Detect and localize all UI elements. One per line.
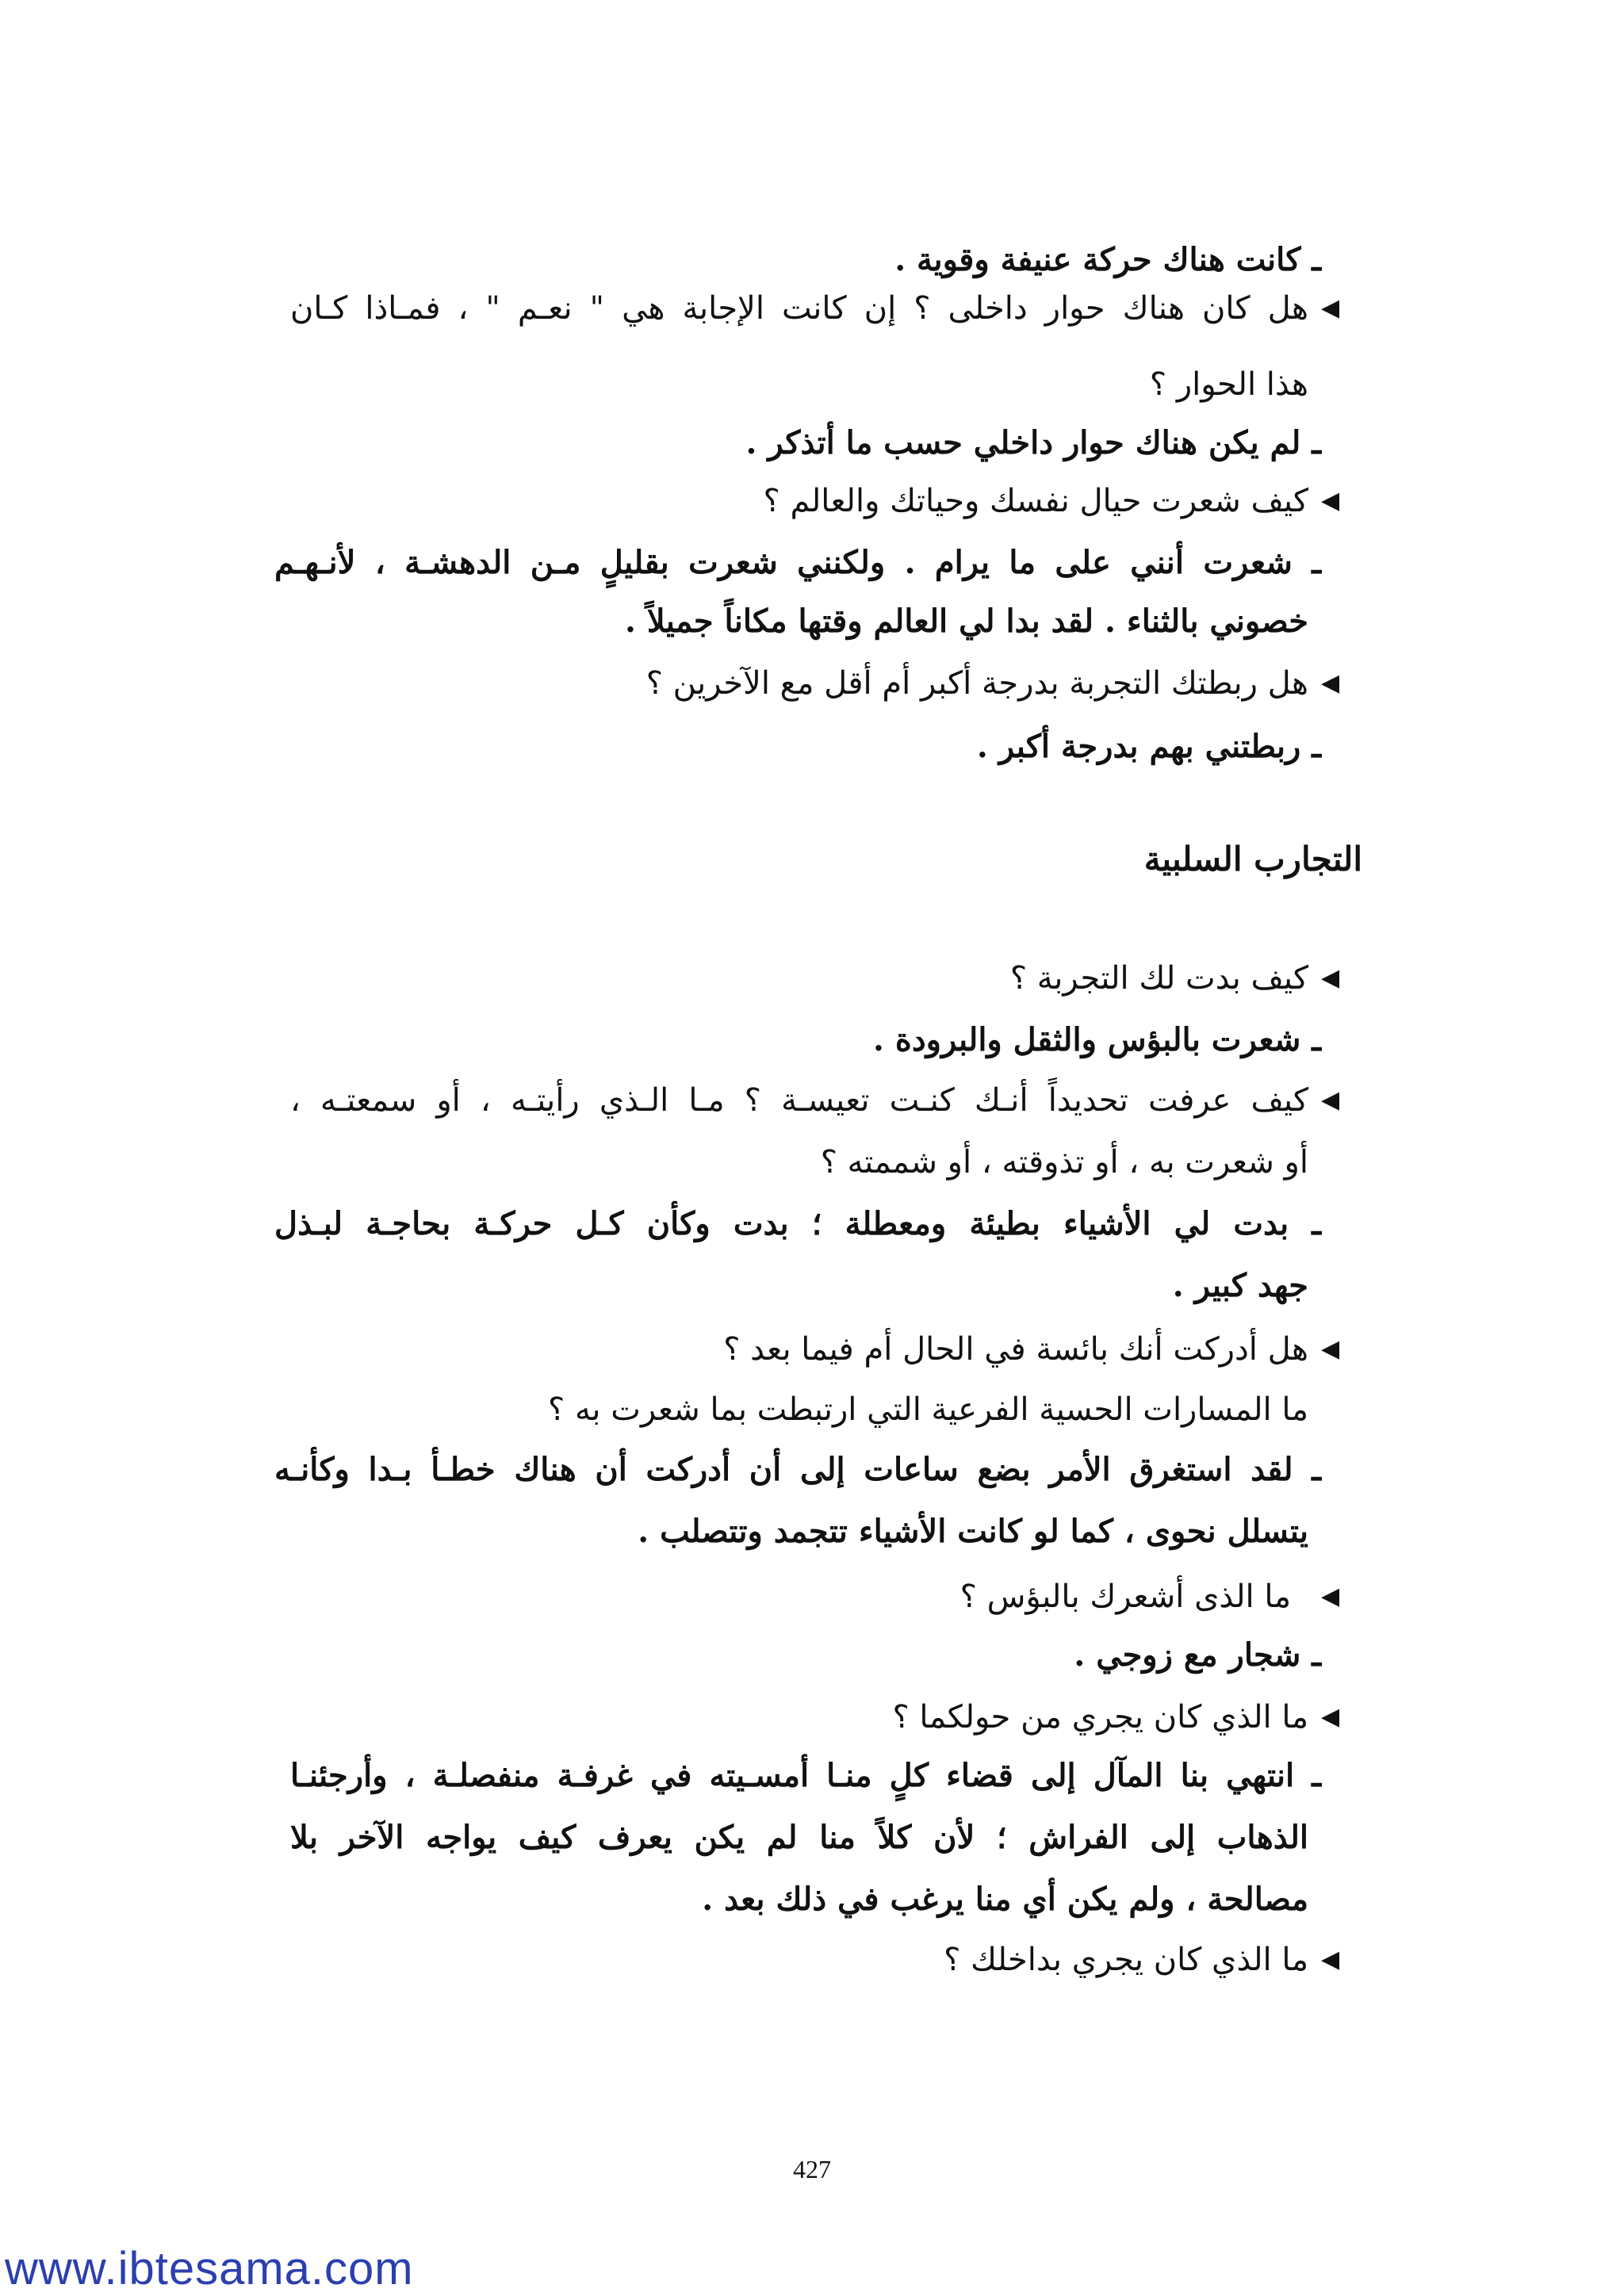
answer-line: ـ لم يكن هناك حوار داخلي حسب ما أتذكر . — [745, 424, 1321, 461]
answer-line: ـ شعرت بالبؤس والثقل والبرودة . — [873, 1021, 1321, 1058]
question-line: ما الذي كان يجري من حولكما ؟ — [892, 1699, 1308, 1735]
bullet-arrow-icon: ◀ — [1321, 1703, 1340, 1731]
answer-line: ـ شجار مع زوجي . — [1074, 1636, 1321, 1674]
bullet-arrow-icon: ◀ — [1321, 1582, 1340, 1610]
question-line: هل ربطتك التجربة بدرجة أكبر أم أقل مع الآخرين ؟ — [645, 665, 1308, 702]
bullet-arrow-icon: ◀ — [1321, 1946, 1340, 1973]
bullet-arrow-icon: ◀ — [1321, 1086, 1340, 1114]
page-number: 427 — [793, 2155, 831, 2183]
answer-line: خصوني بالثناء . لقد بدا لي العالم وقتها مكاناً جميلاً . — [624, 603, 1308, 640]
question-line: هذا الحوار ؟ — [1149, 366, 1308, 403]
question-line: أو شعرت به ، أو تذوقته ، أو شممته ؟ — [820, 1144, 1308, 1181]
answer-line: مصالحة ، ولم يكن أي منا يرغب في ذلك بعد . — [702, 1881, 1308, 1918]
bullet-arrow-icon: ◀ — [1321, 1335, 1340, 1363]
bullet-arrow-icon: ◀ — [1321, 669, 1340, 697]
question-line: كيف شعرت حيال نفسك وحياتك والعالم ؟ — [763, 483, 1308, 519]
question-line: ما المسارات الحسية الفرعية التي ارتبطت بما شعرت به ؟ — [548, 1391, 1308, 1428]
question-line: كيف عرفت تحديداً أنـك كنـت تعيسـة ؟ مـا الـذي رأيتـه ، أو سمعتـه ، — [290, 1082, 1308, 1119]
answer-line: ـ لقد استغرق الأمر بضع ساعات إلى أن أدركت أن هناك خطـأ بـدا وكأنـه — [274, 1451, 1321, 1488]
question-line: كيف بدت لك التجربة ؟ — [1009, 960, 1308, 997]
question-line: هل أدركت أنك بائسة في الحال أم فيما بعد ؟ — [723, 1331, 1308, 1368]
answer-line: ـ بدت لي الأشياء بطيئة ومعطلة ؛ بدت وكأن كـل حركـة بحاجـة لبـذل — [274, 1205, 1321, 1242]
bullet-arrow-icon: ◀ — [1321, 964, 1340, 992]
watermark-link[interactable]: www.ibtesama.com — [5, 2243, 414, 2294]
answer-line: يتسلل نحوى ، كما لو كانت الأشياء تتجمد وتتصلب . — [638, 1513, 1308, 1550]
bullet-arrow-icon: ◀ — [1321, 294, 1340, 322]
section-heading: التجارب السلبية — [1143, 840, 1362, 878]
answer-line: جهد كبير . — [1172, 1267, 1308, 1304]
answer-line: ـ شعرت أنني على ما يرام . ولكنني شعرت بقليلٍ مـن الدهشـة ، لأنـهـم — [274, 544, 1321, 581]
question-line: هل كان هناك حوار داخلى ؟ إن كانت الإجابة هي " نعـم " ، فمـاذا كـان — [290, 290, 1308, 327]
answer-line: ـ ربطتني بهم بدرجة أكبر . — [976, 728, 1321, 765]
answer-line: الذهاب إلى الفراش ؛ لأن كلاً منا لم يكن يعرف كيف يواجه الآخر بلا — [290, 1819, 1308, 1856]
answer-line: ـ كانت هناك حركة عنيفة وقوية . — [894, 241, 1321, 278]
answer-line: ـ انتهي بنا المآل إلى قضاء كلٍ منـا أمسـيته في غرفـة منفصلـة ، وأرجئنـا — [290, 1757, 1321, 1794]
question-line: ما الذى أشعرك بالبؤس ؟ — [959, 1578, 1291, 1615]
bullet-arrow-icon: ◀ — [1321, 487, 1340, 515]
question-line: ما الذي كان يجري بداخلك ؟ — [944, 1942, 1308, 1978]
